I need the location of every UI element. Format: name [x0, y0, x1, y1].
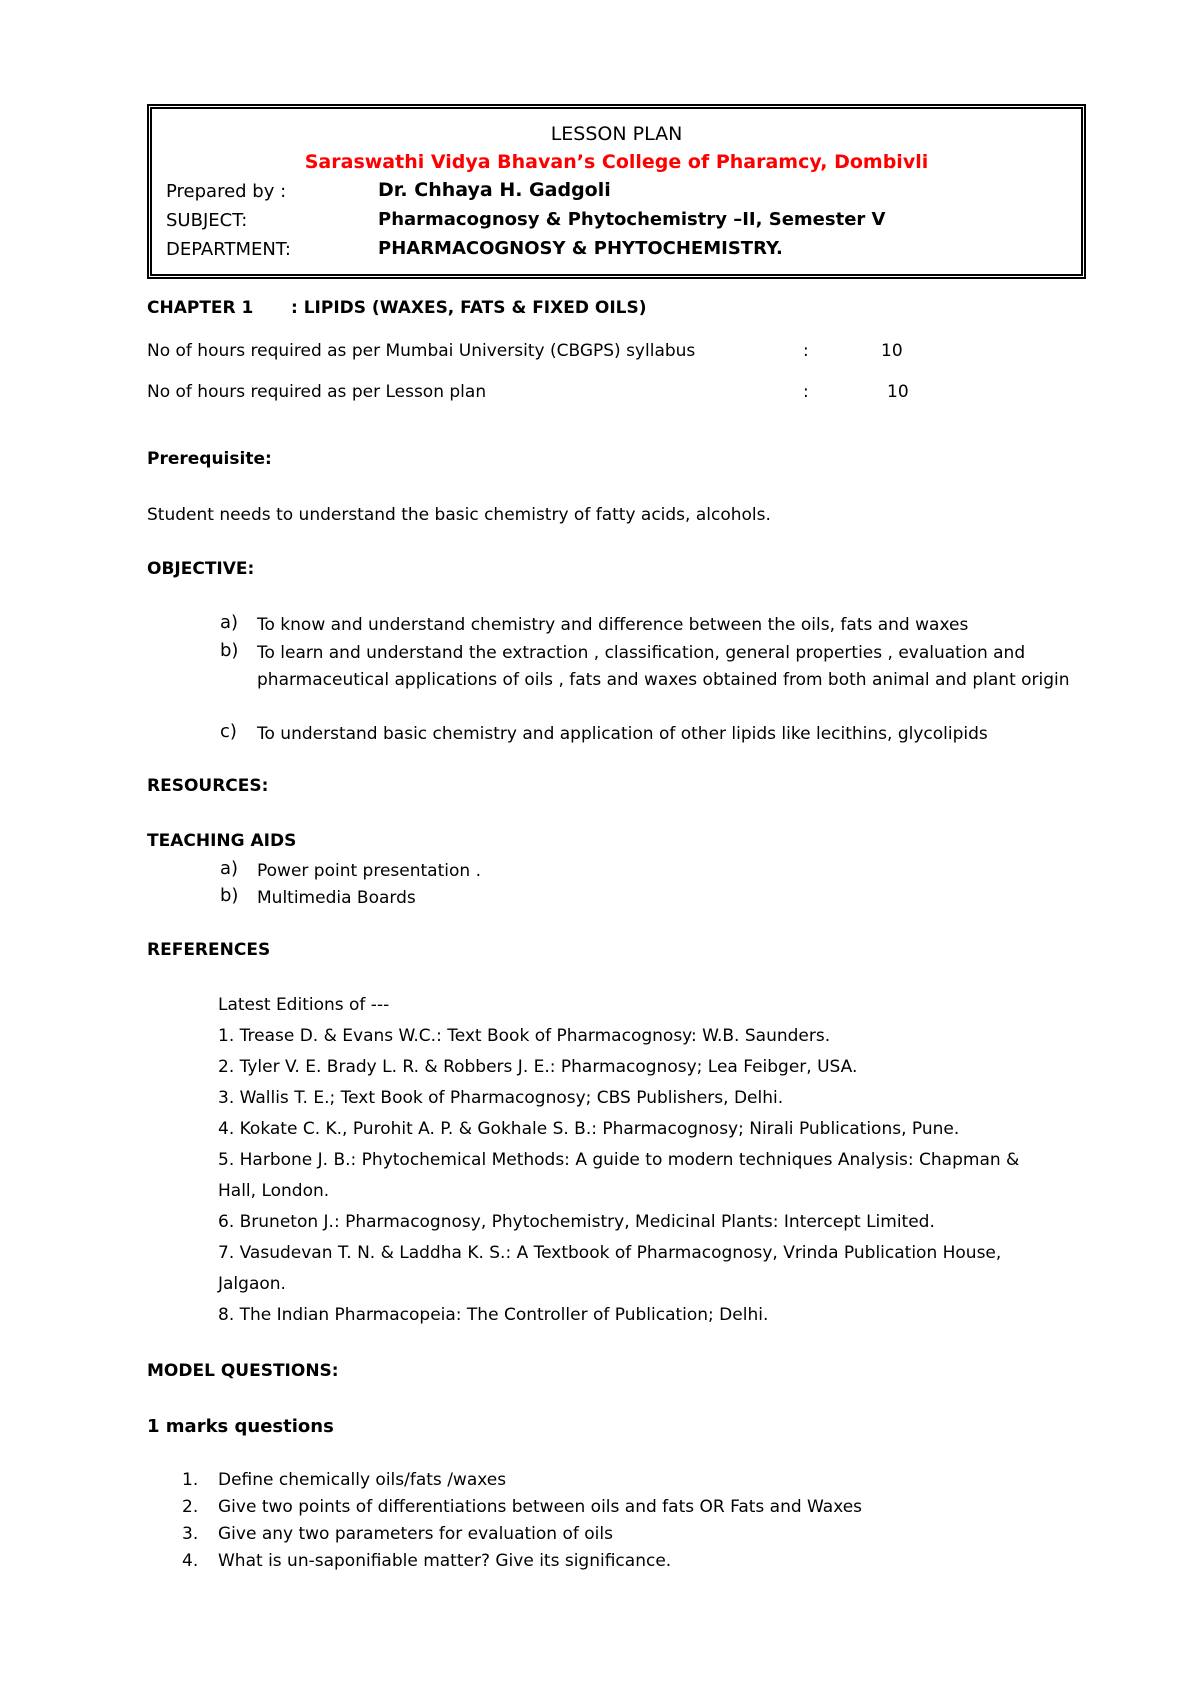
- reference-line: 8. The Indian Pharmacopeia: The Controller of Publication; Delhi.: [218, 1305, 769, 1325]
- hours-lesson-plan-colon: :: [803, 382, 809, 402]
- lesson-plan-title: LESSON PLAN: [550, 123, 683, 145]
- teaching-aid-text: Power point presentation .: [257, 861, 481, 881]
- reference-line: Hall, London.: [218, 1181, 330, 1201]
- reference-line: 2. Tyler V. E. Brady L. R. & Robbers J. E.: Pharmacognosy; Lea Feibger, USA.: [218, 1057, 858, 1077]
- model-questions-heading: MODEL QUESTIONS:: [147, 1361, 339, 1381]
- hours-university-colon: :: [803, 341, 809, 361]
- hours-lesson-plan-value: 10: [887, 382, 909, 402]
- reference-line: 3. Wallis T. E.; Text Book of Pharmacognosy; CBS Publishers, Delhi.: [218, 1088, 784, 1108]
- references-heading: REFERENCES: [147, 940, 271, 960]
- prerequisite-text: Student needs to understand the basic chemistry of fatty acids, alcohols.: [147, 505, 771, 525]
- header-box: [147, 104, 1086, 279]
- question-number: 4.: [182, 1551, 199, 1571]
- question-text: What is un-saponifiable matter? Give its significance.: [218, 1551, 672, 1571]
- list-marker: c): [220, 721, 237, 742]
- question-text: Give two points of differentiations between oils and fats OR Fats and Waxes: [218, 1497, 863, 1517]
- chapter-title: : LIPIDS (WAXES, FATS & FIXED OILS): [291, 298, 647, 318]
- teaching-aid-text: Multimedia Boards: [257, 888, 416, 908]
- resources-heading: RESOURCES:: [147, 776, 269, 796]
- question-text: Give any two parameters for evaluation of oils: [218, 1524, 613, 1544]
- prepared-by-label: Prepared by :: [166, 181, 287, 202]
- objective-heading: OBJECTIVE:: [147, 559, 255, 579]
- list-marker: a): [220, 612, 239, 633]
- list-marker: b): [220, 640, 239, 661]
- objective-text: To know and understand chemistry and difference between the oils, fats and waxes: [257, 615, 969, 635]
- references-intro: Latest Editions of ---: [218, 995, 390, 1015]
- question-text: Define chemically oils/fats /waxes: [218, 1470, 507, 1490]
- reference-line: 6. Bruneton J.: Pharmacognosy, Phytochemistry, Medicinal Plants: Intercept Limited.: [218, 1212, 935, 1232]
- department-value: PHARMACOGNOSY & PHYTOCHEMISTRY.: [378, 238, 783, 259]
- list-marker: a): [220, 858, 239, 879]
- prerequisite-heading: Prerequisite:: [147, 449, 272, 469]
- objective-text: To learn and understand the extraction , classification, general properties , evaluation and pharmaceutical applications of oils , fats and waxes obtained from both animal and plant origin: [257, 643, 1070, 690]
- college-name: Saraswathi Vidya Bhavan’s College of Pharamcy, Dombivli: [304, 151, 929, 173]
- hours-lesson-plan-label: No of hours required as per Lesson plan: [147, 382, 487, 402]
- subject-label: SUBJECT:: [166, 210, 248, 231]
- hours-university-label: No of hours required as per Mumbai University (CBGPS) syllabus: [147, 341, 696, 361]
- teaching-aids-heading: TEACHING AIDS: [147, 831, 297, 851]
- reference-line: 5. Harbone J. B.: Phytochemical Methods: A guide to modern techniques Analysis: Chapman &: [218, 1150, 1020, 1170]
- reference-line: 1. Trease D. & Evans W.C.: Text Book of Pharmacognosy: W.B. Saunders.: [218, 1026, 831, 1046]
- chapter-label: CHAPTER 1: [147, 298, 254, 318]
- list-marker: b): [220, 885, 239, 906]
- hours-university-value: 10: [881, 341, 903, 361]
- question-number: 1.: [182, 1470, 199, 1490]
- one-mark-questions-heading: 1 marks questions: [147, 1416, 334, 1437]
- question-number: 3.: [182, 1524, 199, 1544]
- reference-line: Jalgaon.: [218, 1274, 286, 1294]
- subject-value: Pharmacognosy & Phytochemistry –II, Semester V: [378, 209, 886, 230]
- prepared-by-value: Dr. Chhaya H. Gadgoli: [378, 179, 611, 201]
- question-number: 2.: [182, 1497, 199, 1517]
- reference-line: 7. Vasudevan T. N. & Laddha K. S.: A Textbook of Pharmacognosy, Vrinda Publication House,: [218, 1243, 1002, 1263]
- reference-line: 4. Kokate C. K., Purohit A. P. & Gokhale S. B.: Pharmacognosy; Nirali Publications, Pune.: [218, 1119, 960, 1139]
- objective-text: To understand basic chemistry and application of other lipids like lecithins, glycolipids: [257, 724, 988, 744]
- department-label: DEPARTMENT:: [166, 239, 291, 260]
